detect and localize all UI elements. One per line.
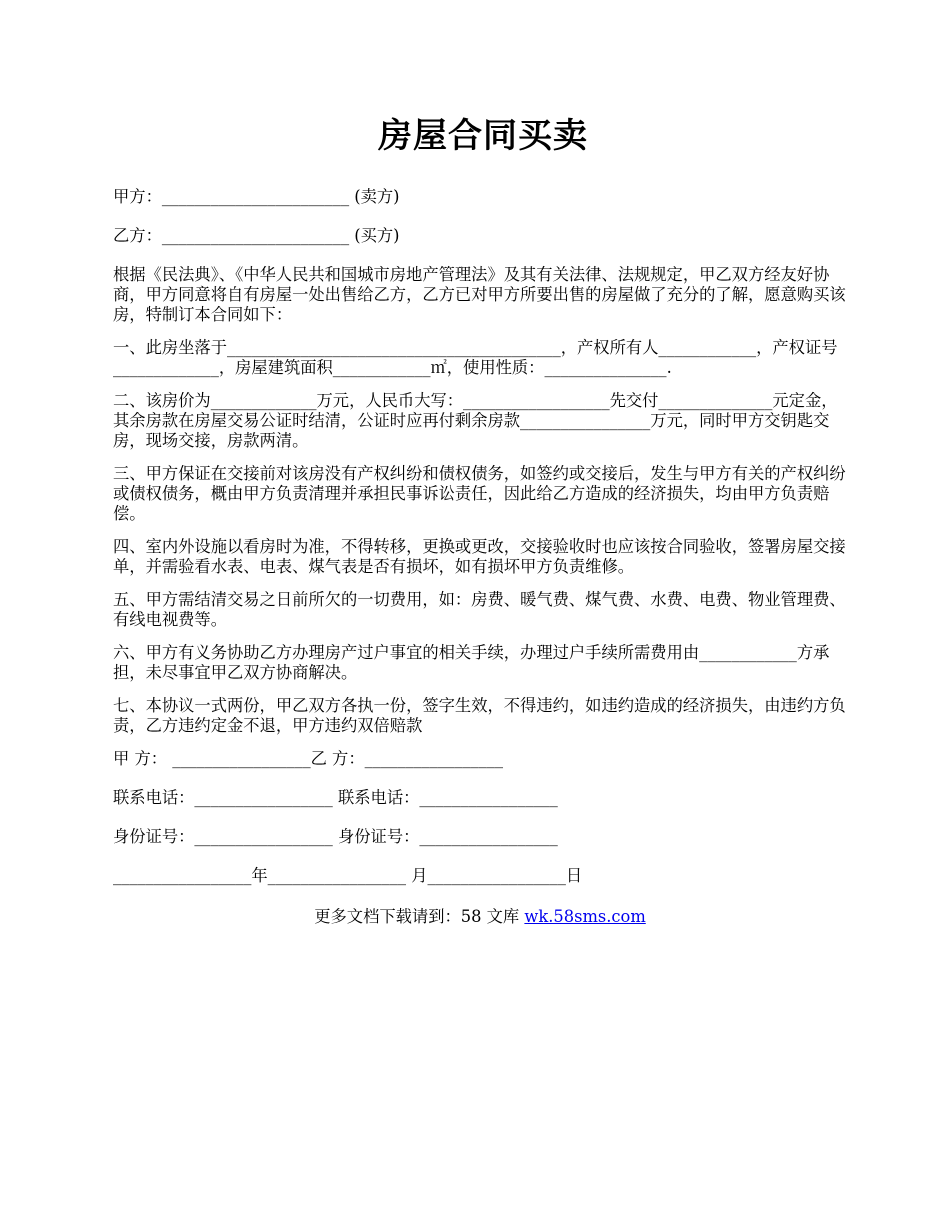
- clause-6: 六、甲方有义务协助乙方办理房产过户事宜的相关手续，办理过户手续所需费用由____________方承担，未尽事宜甲乙双方协商解决。: [113, 643, 830, 682]
- contract-page: [113, 112, 853, 940]
- document-title: 房屋合同买卖: [378, 116, 588, 156]
- signature-id-line: 身份证号：_________________ 身份证号：_________________: [113, 827, 558, 846]
- footer-text: 更多文档下载请到：58 文库: [314, 907, 525, 926]
- party-b-line: 乙方：_______________________ (买方): [113, 226, 400, 245]
- clause-1: 一、此房坐落于_________________________________________，产权所有人____________，产权证号_____________，房屋建筑面积____________㎡，使用性质：_______________.: [113, 338, 838, 377]
- footer: [107, 907, 853, 927]
- preamble-paragraph: 根据《民法典》、《中华人民共和国城市房地产管理法》及其有关法律、法规规定，甲乙双方经友好协商，甲方同意将自有房屋一处出售给乙方，乙方已对甲方所要出售的房屋做了充分的了解，愿意购买该房，特制订本合同如下：: [113, 265, 846, 324]
- clause-3: 三、甲方保证在交接前对该房没有产权纠纷和债权债务，如签约或交接后，发生与甲方有关的产权纠纷或债权债务，概由甲方负责清理并承担民事诉讼责任，因此给乙方造成的经济损失，均由甲方负责赔偿。: [113, 464, 846, 523]
- clause-7: 七、本协议一式两份，甲乙双方各执一份，签字生效，不得违约，如违约造成的经济损失，由违约方负责，乙方违约定金不退，甲方违约双倍赔款: [113, 696, 846, 735]
- signature-parties-line: 甲 方： _________________乙 方：_________________: [113, 749, 503, 768]
- signature-date-line: _________________年_________________ 月_________________日: [113, 866, 583, 885]
- signature-phone-line: 联系电话：_________________ 联系电话：_________________: [113, 788, 558, 807]
- footer-link[interactable]: wk.58sms.com: [524, 907, 646, 926]
- clause-4: 四、室内外设施以看房时为准，不得转移，更换或更改，交接验收时也应该按合同验收，签署房屋交接单，并需验看水表、电表、煤气表是否有损坏，如有损坏甲方负责维修。: [113, 537, 846, 576]
- party-a-line: 甲方：_______________________ (卖方): [113, 187, 400, 206]
- clause-5: 五、甲方需结清交易之日前所欠的一切费用，如：房费、暖气费、煤气费、水费、电费、物业管理费、有线电视费等。: [113, 590, 846, 629]
- clause-2: 二、该房价为_____________万元，人民币大写：__________________先交付______________元定金，其余房款在房屋交易公证时结清，公证时应再付剩余房款________________万元，同时甲方交钥匙交房，现场交接，房款两清。: [113, 391, 838, 450]
